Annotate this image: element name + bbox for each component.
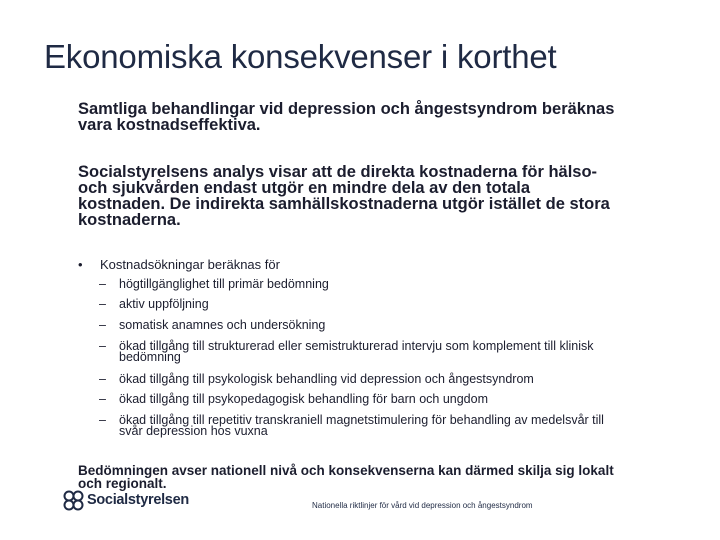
- list-item: – ökad tillgång till psykopedagogisk behandling för barn och ungdom: [99, 392, 489, 406]
- list-item: – ökad tillgång till strukturerad eller semistrukturerad intervju som komplement till klinisk bedömning: [99, 339, 594, 364]
- list-item: – ökad tillgång till repetitiv transkraniell magnetstimulering för behandling av medelsvår till svår depression hos vuxna: [99, 413, 604, 438]
- list-item: – aktiv uppföljning: [99, 297, 209, 311]
- socialstyrelsen-emblem-icon: [62, 488, 86, 512]
- list-item: – ökad tillgång till psykologisk behandling vid depression och ångestsyndrom: [99, 372, 534, 386]
- footer-guidelines-text: Nationella riktlinjer för vård vid depression och ångestsyndrom: [312, 501, 533, 510]
- slide-title: Ekonomiska konsekvenser i korthet: [44, 38, 557, 75]
- bullet-cost-increases: [78, 258, 280, 272]
- list-item: – somatisk anamnes och undersökning: [99, 318, 326, 332]
- bullet-label: Kostnadsökningar beräknas för: [100, 257, 280, 272]
- logo-text: Socialstyrelsen: [87, 492, 189, 508]
- paragraph-cost-effective: Samtliga behandlingar vid depression och ångestsyndrom beräknas vara kostnadseffektiva.: [78, 100, 615, 134]
- paragraph-closing: Bedömningen avser nationell nivå och konsekvenserna kan därmed skilja sig lokalt och regionalt.: [78, 463, 614, 491]
- socialstyrelsen-logo: [62, 487, 189, 513]
- paragraph-analysis: Socialstyrelsens analys visar att de direkta kostnaderna för hälso- och sjukvården endast utgör en mindre dela av den totala kostnaden. De indirekta samhällskostnaderna utgör istället de stora kostnaderna.: [78, 163, 610, 229]
- bullet-marker: •: [78, 257, 83, 272]
- list-item: – högtillgänglighet till primär bedömning: [99, 277, 329, 291]
